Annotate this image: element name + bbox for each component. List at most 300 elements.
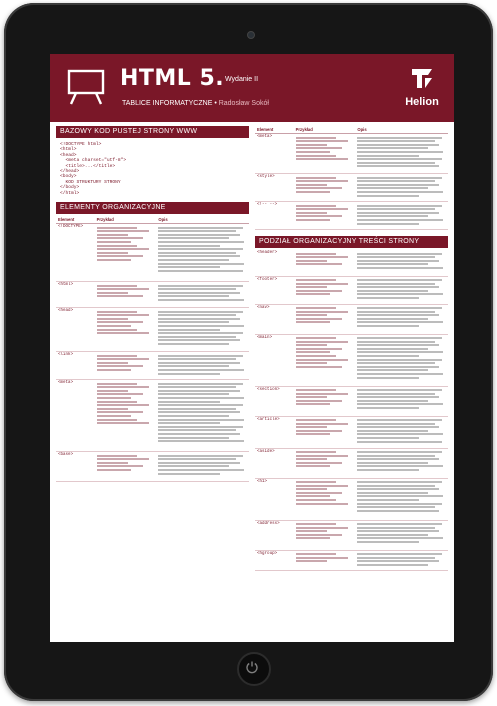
text-line-placeholder bbox=[158, 408, 236, 410]
text-line-placeholder bbox=[158, 365, 229, 367]
text-line-placeholder bbox=[158, 255, 240, 257]
text-line-placeholder bbox=[158, 332, 242, 334]
text-line-placeholder bbox=[357, 195, 419, 197]
text-line-placeholder bbox=[97, 386, 149, 388]
table-row bbox=[255, 416, 448, 448]
publisher-name: Helion bbox=[405, 96, 439, 108]
text-line-placeholder bbox=[97, 365, 143, 367]
example-code bbox=[95, 352, 157, 380]
text-line-placeholder bbox=[158, 362, 240, 364]
text-line-placeholder bbox=[357, 488, 439, 490]
text-line-placeholder bbox=[296, 396, 328, 398]
text-line-placeholder bbox=[357, 506, 435, 508]
text-line-placeholder bbox=[357, 455, 435, 457]
table-row bbox=[56, 282, 249, 308]
text-line-placeholder bbox=[357, 362, 435, 364]
text-line-placeholder bbox=[357, 359, 441, 361]
col-header-element: Element bbox=[255, 126, 294, 134]
code-line: </head> bbox=[60, 169, 80, 175]
description bbox=[156, 224, 249, 282]
text-line-placeholder bbox=[97, 311, 137, 313]
text-line-placeholder bbox=[357, 215, 428, 217]
text-line-placeholder bbox=[357, 223, 419, 225]
text-line-placeholder bbox=[158, 314, 236, 316]
text-line-placeholder bbox=[357, 286, 439, 288]
text-line-placeholder bbox=[158, 241, 244, 243]
text-line-placeholder bbox=[357, 541, 419, 543]
text-line-placeholder bbox=[97, 234, 129, 236]
text-line-placeholder bbox=[97, 245, 137, 247]
example-code bbox=[95, 282, 157, 308]
text-line-placeholder bbox=[296, 433, 331, 435]
text-line-placeholder bbox=[357, 293, 443, 295]
text-line-placeholder bbox=[158, 415, 229, 417]
element-name: <nav> bbox=[255, 304, 294, 334]
text-line-placeholder bbox=[97, 397, 132, 399]
text-line-placeholder bbox=[97, 227, 137, 229]
text-line-placeholder bbox=[158, 230, 236, 232]
text-line-placeholder bbox=[357, 492, 428, 494]
example-code bbox=[294, 304, 356, 334]
text-line-placeholder bbox=[296, 253, 336, 255]
text-line-placeholder bbox=[357, 311, 435, 313]
text-line-placeholder bbox=[357, 260, 439, 262]
element-name: <meta> bbox=[255, 134, 294, 174]
text-line-placeholder bbox=[158, 259, 229, 261]
text-line-placeholder bbox=[97, 369, 132, 371]
text-line-placeholder bbox=[97, 458, 149, 460]
description bbox=[156, 308, 249, 352]
text-line-placeholder bbox=[296, 557, 348, 559]
example-code bbox=[294, 448, 356, 478]
text-line-placeholder bbox=[158, 419, 244, 421]
text-line-placeholder bbox=[296, 341, 348, 343]
text-line-placeholder bbox=[357, 267, 443, 269]
example-code bbox=[95, 452, 157, 482]
text-line-placeholder bbox=[158, 386, 236, 388]
text-line-placeholder bbox=[158, 237, 229, 239]
col-header-description: Opis bbox=[355, 126, 448, 134]
table-row bbox=[255, 250, 448, 276]
text-line-placeholder bbox=[357, 557, 435, 559]
text-line-placeholder bbox=[296, 488, 328, 490]
text-line-placeholder bbox=[357, 527, 435, 529]
code-line: <meta charset="utf-8"> bbox=[60, 158, 127, 164]
text-line-placeholder bbox=[357, 373, 443, 375]
element-name: <html> bbox=[56, 282, 95, 308]
text-line-placeholder bbox=[97, 314, 149, 316]
text-line-placeholder bbox=[296, 560, 328, 562]
text-line-placeholder bbox=[357, 553, 441, 555]
text-line-placeholder bbox=[158, 248, 242, 250]
series-name: TABLICE INFORMATYCZNE bbox=[122, 100, 213, 107]
text-line-placeholder bbox=[158, 426, 242, 428]
text-line-placeholder bbox=[296, 527, 348, 529]
text-line-placeholder bbox=[158, 227, 242, 229]
description bbox=[355, 416, 448, 448]
text-line-placeholder bbox=[97, 404, 149, 406]
text-line-placeholder bbox=[296, 366, 342, 368]
text-line-placeholder bbox=[158, 390, 240, 392]
text-line-placeholder bbox=[158, 397, 244, 399]
text-line-placeholder bbox=[97, 259, 132, 261]
description bbox=[355, 334, 448, 386]
text-line-placeholder bbox=[296, 534, 342, 536]
element-name: <aside> bbox=[255, 448, 294, 478]
text-line-placeholder bbox=[357, 377, 419, 379]
text-line-placeholder bbox=[97, 401, 137, 403]
text-line-placeholder bbox=[357, 351, 443, 353]
tablet-frame bbox=[4, 3, 493, 701]
text-line-placeholder bbox=[97, 292, 129, 294]
text-line-placeholder bbox=[158, 325, 244, 327]
text-line-placeholder bbox=[158, 469, 244, 471]
text-line-placeholder bbox=[296, 348, 342, 350]
table-row bbox=[56, 352, 249, 380]
text-line-placeholder bbox=[357, 366, 439, 368]
text-line-placeholder bbox=[296, 263, 342, 265]
text-line-placeholder bbox=[97, 329, 137, 331]
text-line-placeholder bbox=[296, 293, 331, 295]
text-line-placeholder bbox=[296, 430, 342, 432]
text-line-placeholder bbox=[97, 465, 143, 467]
text-line-placeholder bbox=[296, 187, 342, 189]
example-code bbox=[294, 386, 356, 416]
text-line-placeholder bbox=[97, 393, 143, 395]
text-line-placeholder bbox=[357, 503, 441, 505]
text-line-placeholder bbox=[97, 362, 129, 364]
text-line-placeholder bbox=[296, 256, 348, 258]
text-line-placeholder bbox=[97, 241, 132, 243]
cheat-sheet-body bbox=[56, 126, 448, 638]
text-line-placeholder bbox=[357, 314, 439, 316]
text-line-placeholder bbox=[357, 560, 439, 562]
table-row bbox=[255, 448, 448, 478]
element-name: <!-- --> bbox=[255, 202, 294, 230]
text-line-placeholder bbox=[296, 177, 336, 179]
text-line-placeholder bbox=[296, 208, 348, 210]
text-line-placeholder bbox=[296, 137, 336, 139]
text-line-placeholder bbox=[296, 359, 348, 361]
text-line-placeholder bbox=[97, 295, 143, 297]
code-line: </html> bbox=[60, 190, 80, 196]
code-line: <title>...</title> bbox=[60, 163, 116, 169]
text-line-placeholder bbox=[158, 318, 240, 320]
section-header-org-elements: ELEMENTY ORGANIZACYJNE bbox=[56, 202, 249, 214]
text-line-placeholder bbox=[158, 245, 220, 247]
text-line-placeholder bbox=[97, 230, 149, 232]
text-line-placeholder bbox=[357, 297, 419, 299]
element-name: <article> bbox=[255, 416, 294, 448]
code-line: KOD STRUKTURY STRONY bbox=[60, 179, 121, 185]
example-code bbox=[294, 276, 356, 304]
text-line-placeholder bbox=[97, 408, 129, 410]
text-line-placeholder bbox=[357, 253, 441, 255]
text-line-placeholder bbox=[357, 187, 428, 189]
text-line-placeholder bbox=[158, 473, 220, 475]
text-line-placeholder bbox=[296, 191, 331, 193]
text-line-placeholder bbox=[97, 332, 149, 334]
text-line-placeholder bbox=[296, 465, 331, 467]
text-line-placeholder bbox=[357, 321, 443, 323]
text-line-placeholder bbox=[296, 307, 336, 309]
content-division-table bbox=[255, 250, 448, 571]
col-header-description: Opis bbox=[156, 216, 249, 224]
code-line: <body> bbox=[60, 174, 77, 180]
text-line-placeholder bbox=[357, 407, 419, 409]
table-row bbox=[56, 224, 249, 282]
book-edition: Wydanie II bbox=[225, 76, 259, 83]
section-header-base-code: BAZOWY KOD PUSTEJ STRONY WWW bbox=[56, 126, 249, 138]
text-line-placeholder bbox=[158, 285, 242, 287]
text-line-placeholder bbox=[296, 215, 342, 217]
text-line-placeholder bbox=[357, 219, 443, 221]
description bbox=[355, 174, 448, 202]
text-line-placeholder bbox=[97, 415, 132, 417]
table-row bbox=[255, 134, 448, 174]
text-line-placeholder bbox=[357, 325, 419, 327]
text-line-placeholder bbox=[296, 523, 336, 525]
text-line-placeholder bbox=[296, 553, 336, 555]
right-column bbox=[255, 126, 448, 638]
text-line-placeholder bbox=[357, 433, 443, 435]
text-line-placeholder bbox=[97, 383, 137, 385]
text-line-placeholder bbox=[296, 485, 348, 487]
table-row bbox=[56, 380, 249, 452]
author-name: Radosław Sokół bbox=[218, 100, 269, 107]
text-line-placeholder bbox=[97, 248, 149, 250]
text-line-placeholder bbox=[97, 462, 129, 464]
text-line-placeholder bbox=[296, 451, 336, 453]
text-line-placeholder bbox=[357, 318, 428, 320]
text-line-placeholder bbox=[357, 177, 441, 179]
text-line-placeholder bbox=[357, 423, 435, 425]
text-line-placeholder bbox=[296, 355, 336, 357]
text-line-placeholder bbox=[158, 429, 236, 431]
text-line-placeholder bbox=[158, 437, 229, 439]
text-line-placeholder bbox=[158, 465, 229, 467]
text-line-placeholder bbox=[357, 155, 419, 157]
text-line-placeholder bbox=[158, 339, 240, 341]
book-subtitle bbox=[122, 100, 269, 107]
description bbox=[355, 276, 448, 304]
table-row bbox=[255, 334, 448, 386]
home-button[interactable] bbox=[237, 652, 271, 686]
meta-elements-table bbox=[255, 126, 448, 230]
text-line-placeholder bbox=[296, 503, 348, 505]
text-line-placeholder bbox=[357, 403, 443, 405]
code-line: <html> bbox=[60, 147, 77, 153]
text-line-placeholder bbox=[296, 530, 328, 532]
text-line-placeholder bbox=[357, 147, 428, 149]
text-line-placeholder bbox=[296, 403, 331, 405]
text-line-placeholder bbox=[357, 283, 435, 285]
book-title: HTML 5. bbox=[120, 66, 225, 91]
text-line-placeholder bbox=[296, 492, 342, 494]
text-line-placeholder bbox=[296, 158, 348, 160]
col-header-element: Element bbox=[56, 216, 95, 224]
table-row bbox=[255, 276, 448, 304]
element-name: <h1> bbox=[255, 478, 294, 520]
text-line-placeholder bbox=[357, 481, 441, 483]
text-line-placeholder bbox=[158, 270, 242, 272]
text-line-placeholder bbox=[158, 336, 236, 338]
text-line-placeholder bbox=[158, 404, 242, 406]
text-line-placeholder bbox=[357, 337, 441, 339]
text-line-placeholder bbox=[357, 355, 419, 357]
text-line-placeholder bbox=[158, 329, 220, 331]
org-elements-table bbox=[56, 216, 249, 482]
text-line-placeholder bbox=[357, 393, 435, 395]
text-line-placeholder bbox=[296, 462, 342, 464]
text-line-placeholder bbox=[296, 180, 348, 182]
text-line-placeholder bbox=[97, 422, 149, 424]
text-line-placeholder bbox=[296, 393, 348, 395]
text-line-placeholder bbox=[357, 341, 435, 343]
element-name: <footer> bbox=[255, 276, 294, 304]
description bbox=[355, 304, 448, 334]
description bbox=[355, 134, 448, 174]
description bbox=[156, 380, 249, 452]
col-header-example: Przykład bbox=[294, 126, 356, 134]
element-name: <head> bbox=[56, 308, 95, 352]
table-row bbox=[255, 520, 448, 550]
text-line-placeholder bbox=[97, 255, 143, 257]
text-line-placeholder bbox=[97, 419, 137, 421]
text-line-placeholder bbox=[357, 523, 441, 525]
text-line-placeholder bbox=[296, 458, 328, 460]
text-line-placeholder bbox=[296, 400, 342, 402]
description bbox=[355, 386, 448, 416]
element-name: <!DOCTYPE> bbox=[56, 224, 95, 282]
text-line-placeholder bbox=[296, 499, 336, 501]
text-line-placeholder bbox=[296, 290, 342, 292]
whiteboard-icon bbox=[66, 68, 106, 106]
text-line-placeholder bbox=[97, 358, 149, 360]
text-line-placeholder bbox=[357, 151, 443, 153]
text-line-placeholder bbox=[97, 252, 129, 254]
text-line-placeholder bbox=[158, 369, 244, 371]
text-line-placeholder bbox=[158, 411, 240, 413]
cover-header bbox=[50, 54, 454, 122]
text-line-placeholder bbox=[158, 321, 229, 323]
text-line-placeholder bbox=[296, 155, 336, 157]
text-line-placeholder bbox=[296, 311, 348, 313]
text-line-placeholder bbox=[158, 458, 236, 460]
text-line-placeholder bbox=[158, 455, 242, 457]
text-line-placeholder bbox=[357, 137, 441, 139]
home-button-icon bbox=[245, 660, 259, 674]
helion-logo-icon bbox=[409, 66, 435, 90]
text-line-placeholder bbox=[296, 537, 331, 539]
text-line-placeholder bbox=[158, 263, 244, 265]
element-name: <meta> bbox=[56, 380, 95, 452]
text-line-placeholder bbox=[158, 433, 240, 435]
text-line-placeholder bbox=[158, 422, 220, 424]
section-header-content-division: PODZIAŁ ORGANIZACYJNY TREŚCI STRONY bbox=[255, 236, 448, 248]
example-code bbox=[95, 308, 157, 352]
text-line-placeholder bbox=[296, 455, 348, 457]
example-code bbox=[95, 380, 157, 452]
text-line-placeholder bbox=[296, 144, 328, 146]
camera-icon bbox=[247, 31, 255, 39]
example-code bbox=[294, 202, 356, 230]
text-line-placeholder bbox=[357, 396, 439, 398]
text-line-placeholder bbox=[158, 462, 240, 464]
text-line-placeholder bbox=[97, 321, 143, 323]
text-line-placeholder bbox=[357, 184, 439, 186]
text-line-placeholder bbox=[296, 140, 348, 142]
code-line: </body> bbox=[60, 185, 80, 191]
table-row bbox=[56, 452, 249, 482]
description bbox=[355, 520, 448, 550]
text-line-placeholder bbox=[357, 530, 439, 532]
text-line-placeholder bbox=[296, 205, 336, 207]
text-line-placeholder bbox=[357, 158, 441, 160]
element-name: <base> bbox=[56, 452, 95, 482]
col-header-example: Przykład bbox=[95, 216, 157, 224]
element-name: <section> bbox=[255, 386, 294, 416]
text-line-placeholder bbox=[97, 355, 137, 357]
element-name: <link> bbox=[56, 352, 95, 380]
text-line-placeholder bbox=[296, 279, 336, 281]
text-line-placeholder bbox=[357, 279, 441, 281]
text-line-placeholder bbox=[158, 393, 229, 395]
text-line-placeholder bbox=[158, 440, 244, 442]
element-name: <style> bbox=[255, 174, 294, 202]
example-code bbox=[294, 520, 356, 550]
text-line-placeholder bbox=[97, 237, 143, 239]
example-code bbox=[95, 224, 157, 282]
text-line-placeholder bbox=[357, 389, 441, 391]
text-line-placeholder bbox=[357, 485, 435, 487]
text-line-placeholder bbox=[296, 351, 331, 353]
text-line-placeholder bbox=[357, 140, 435, 142]
example-code bbox=[294, 416, 356, 448]
text-line-placeholder bbox=[158, 252, 236, 254]
text-line-placeholder bbox=[97, 469, 132, 471]
text-line-placeholder bbox=[296, 426, 328, 428]
text-line-placeholder bbox=[357, 290, 428, 292]
text-line-placeholder bbox=[97, 455, 137, 457]
text-line-placeholder bbox=[357, 430, 428, 432]
text-line-placeholder bbox=[357, 144, 439, 146]
example-code bbox=[294, 250, 356, 276]
text-line-placeholder bbox=[357, 458, 439, 460]
text-line-placeholder bbox=[296, 314, 328, 316]
text-line-placeholder bbox=[357, 564, 428, 566]
text-line-placeholder bbox=[296, 318, 342, 320]
element-name: <header> bbox=[255, 250, 294, 276]
text-line-placeholder bbox=[296, 321, 331, 323]
text-line-placeholder bbox=[158, 355, 242, 357]
text-line-placeholder bbox=[357, 348, 428, 350]
text-line-placeholder bbox=[357, 465, 443, 467]
text-line-placeholder bbox=[357, 256, 435, 258]
example-code bbox=[294, 550, 356, 570]
element-name: <hgroup> bbox=[255, 550, 294, 570]
text-line-placeholder bbox=[296, 481, 336, 483]
text-line-placeholder bbox=[357, 263, 428, 265]
text-line-placeholder bbox=[158, 292, 240, 294]
example-code bbox=[294, 134, 356, 174]
text-line-placeholder bbox=[296, 147, 342, 149]
text-line-placeholder bbox=[296, 286, 328, 288]
left-column bbox=[56, 126, 249, 638]
text-line-placeholder bbox=[296, 212, 328, 214]
text-line-placeholder bbox=[158, 343, 229, 345]
example-code bbox=[294, 174, 356, 202]
